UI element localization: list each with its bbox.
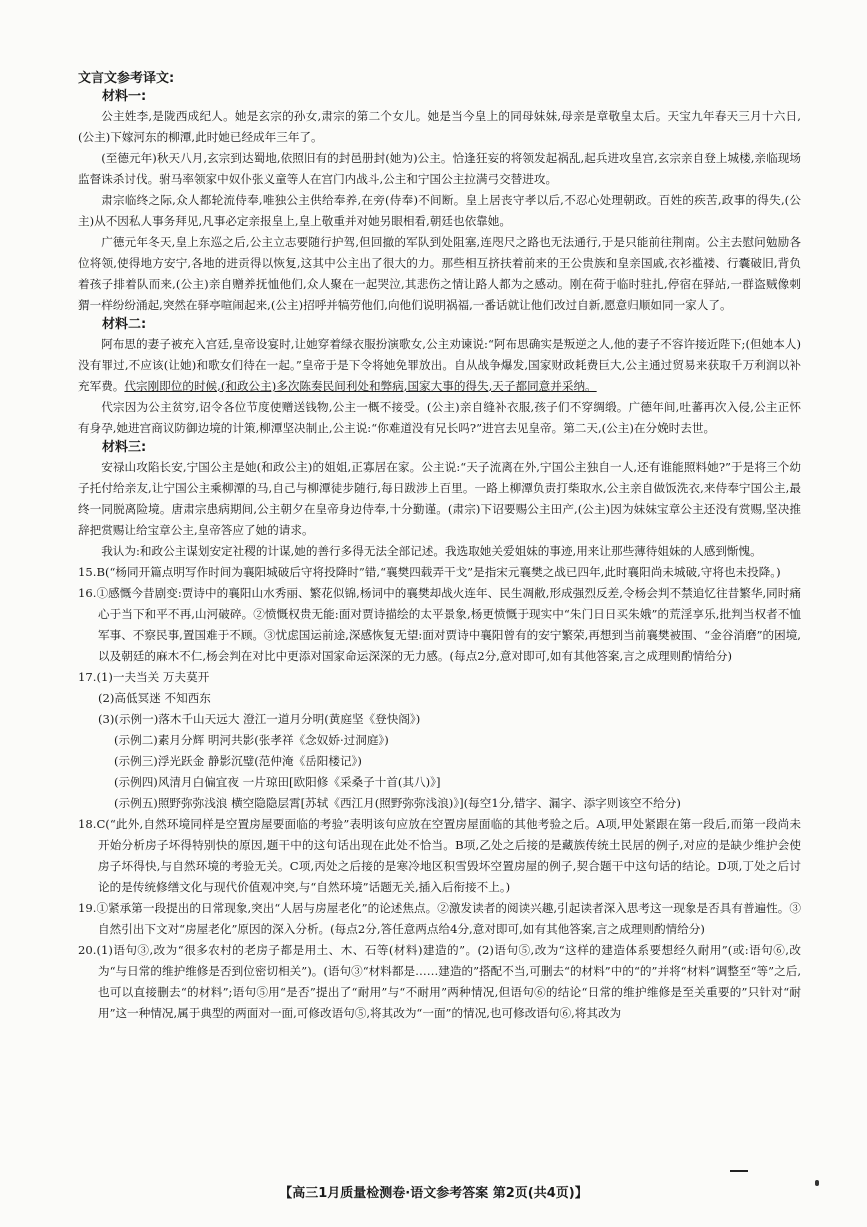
answer-17-1: (1)一夫当关 万夫莫开	[96, 670, 210, 684]
material3-title: 材料三:	[102, 440, 147, 455]
answer-18: 18.C(“此外,自然环境同样是空置房屋要面临的考验”表明该句应放在空置房屋面临的其他考验之后。A项,甲处紧跟在第一段后,而第一段尚未开始分析房子坏得特别快的原因,题干中的这句话出现在此处不恰当。B项,乙处之后接的是藏族传统土民居的例子,对应的是缺少维护会使房子坏得快,与自然环境的考验无关。C项,丙处之后接的是寒冷地区积雪毁坏空置房屋的例子,契合题干中这句话的结论。D项,丁处之后讨论的是传统修缮文化与现代价值观冲突,与“自然环境”话题无关,插入后衔接不上。)	[78, 817, 801, 894]
material1-paragraph-3: 肃宗临终之际,众人都轮流侍奉,唯独公主供给奉养,在旁(侍奉)不间断。皇上居丧守孝以后,不忍心处理朝政。百姓的疾苦,政事的得失,(公主)从不因私人事务拜见,凡事必定亲报皇上,皇上敬重并对她另眼相看,朝廷也依靠她。	[78, 193, 801, 228]
material2-paragraph-1-text: 阿布思的妻子被充入宫廷,皇帝设宴时,让她穿着绿衣服扮演歌女,公主劝谏说:“阿布思确实是叛逆之人,他的妻子不容许接近陛下;(但她本人)没有罪过,不应该(让她)和歌女们待在一起。”皇帝于是下令将她免罪放出。自从战争爆发,国家财政耗费巨大,公主通过贸易来获取千万利润以补充军费。	[78, 337, 801, 393]
answer-17-3-5: (示例五)照野弥弥浅浪 横空隐隐层霄[苏轼《西江月(照野弥弥浅浪)》](每空1分,错字、漏字、添字则该空不给分)	[114, 796, 681, 810]
answer-17	[78, 667, 801, 688]
page-content	[78, 70, 801, 1024]
material2-title: 材料二:	[102, 317, 147, 332]
answer-17-3-1: (3)(示例一)落木千山天远大 澄江一道月分明(黄庭坚《登快阁》)	[98, 712, 421, 726]
answer-16: 16.①感慨今昔剧变:贾诗中的襄阳山水秀丽、繁花似锦,杨词中的襄樊却战火连年、民生凋敝,形成强烈反差,令杨会判不禁追忆往昔繁华,同时痛心于当下和平不再,山河破碎。②愤慨权贵无能:面对贾诗描绘的太平景象,杨更愤慨于现实中“朱门日日买朱娥”的荒淫享乐,批判当权者不恤军事、不察民事,置国难于不顾。③忧虑国运前途,深感恢复无望:面对贾诗中襄阳曾有的安宁繁荣,再想到当前襄樊被围、“金谷消磨”的困境,以及朝廷的麻木不仁,杨会判在对比中更添对国家命运深深的无力感。(每点2分,意对即可,如有其他答案,言之成理则酌情给分)	[78, 586, 801, 663]
material2-paragraph-1	[78, 334, 801, 397]
answer-19: 19.①紧承第一段提出的日常现象,突出“人居与房屋老化”的论述焦点。②激发读者的阅读兴趣,引起读者深入思考这一现象是否具有普遍性。③自然引出下文对“房屋老化”原因的深入分析。(每点2分,答任意两点给4分,意对即可,如有其他答案,言之成理则酌情给分)	[78, 901, 801, 936]
material1-paragraph-1: 公主姓李,是陇西成纪人。她是玄宗的孙女,肃宗的第二个女儿。她是当今皇上的同母妹妹,母亲是章敬皇太后。天宝九年春天三月十六日,(公主)下嫁河东的柳潭,此时她已经成年三年了。	[78, 109, 801, 144]
scan-mark	[815, 1180, 819, 1186]
answer-15: 15.B(“杨同开篇点明写作时间为襄阳城破后守将投降时”错,“襄樊四载弄干戈”是指宋元襄樊之战已四年,此时襄阳尚未城破,守将也未投降。)	[78, 565, 781, 579]
material1-title: 材料一:	[102, 89, 147, 104]
answer-17-2: (2)高低冥迷 不知西东	[98, 691, 211, 705]
continuation-dash	[730, 1170, 748, 1172]
material1-paragraph-4: 广德元年冬天,皇上东巡之后,公主立志要随行护驾,但回撤的军队到处阻塞,连咫尺之路也无法通行,于是只能前往荆南。公主去慰问勉励各位将领,使得地方安宁,各地的进贡得以恢复,这其中公主出了很大的力。那些相互挤扶着前来的王公贵族和皇亲国戚,衣衫褴褛、行囊破旧,背负着孩子排着队而来,(公主)亲自赠养抚恤他们,众人聚在一起哭泣,其悲伤之情让路人都为之感动。刚在荷于临时驻扎,停宿在驿站,一群盗贼像刺猬一样纷纷涌起,突然在驿亭喧闹起来,(公主)招呼并犒劳他们,向他们说明祸福,一番话就让他们改过自新,愿意归顺如同一家人了。	[78, 235, 801, 312]
answer-20: 20.(1)语句③,改为“很多农村的老房子都是用土、木、石等(材料)建造的”。(2)语句⑤,改为“这样的建造体系要想经久耐用”(或:语句⑥,改为“与日常的维护维修是否到位密切相关”)。(语句③“材料都是……建造的”搭配不当,可删去“的材料”中的“的”并将“材料”调整至“等”之后,也可以直接删去“的材料”;语句⑤用“是否”提出了“耐用”与“不耐用”两种情况,但语句⑥的结论“日常的维护维修是至关重要的”只针对“耐用”这一种情况,属于典型的两面对一面,可修改语句⑤,将其改为“一面”的情况,也可修改语句⑥,将其改为	[78, 943, 801, 1020]
page-footer: 【高三1月质量检测卷·语文参考答案 第2页(共4页)】	[279, 1186, 588, 1201]
answer-17-3-2: (示例二)素月分辉 明河共影(张孝祥《念奴娇·过洞庭》)	[114, 733, 389, 747]
material2-paragraph-2: 代宗因为公主贫穷,诏令各位节度使赠送钱物,公主一概不接受。(公主)亲自缝补衣服,孩子们不穿绸缎。广德年间,吐蕃再次入侵,公主正怀有身孕,她进宫商议防御边境的计策,柳潭坚决制止,公主说:“你难道没有兄长吗?”进宫去见皇帝。第二天,(公主)在分娩时去世。	[78, 400, 801, 435]
material3-paragraph-1: 安禄山攻陷长安,宁国公主是她(和政公主)的姐姐,正寡居在家。公主说:“天子流离在外,宁国公主独自一人,还有谁能照料她?”于是将三个幼子托付给亲友,让宁国公主乘柳潭的马,自己与柳潭徒步随行,每日跋涉上百里。一路上柳潭负责打柴取水,公主亲自做饭洗衣,来侍奉宁国公主,最终一同脱离险境。唐肃宗患病期间,公主朝夕在皇帝身边侍奉,十分勤谨。(肃宗)下诏要赐公主田产,(公主)因为妹妹宝章公主还没有赏赐,坚决推辞把赏赐让给宝章公主,皇帝答应了她的请求。	[78, 460, 801, 537]
material2-underlined-sentence: 代宗刚即位的时候,(和政公主)多次陈奏民间利处和弊病,国家大事的得失,天子都同意并采纳。	[124, 379, 597, 393]
section-title: 文言文参考译文:	[78, 71, 175, 86]
answer-17-3-4: (示例四)风清月白偏宜夜 一片琼田[欧阳修《采桑子十首(其八)》]	[114, 775, 441, 789]
material1-paragraph-2: (至德元年)秋天八月,玄宗到达蜀地,依照旧有的封邑册封(她为)公主。恰逢狂妄的将领发起祸乱,起兵进攻皇宫,玄宗亲自登上城楼,亲临现场监督诛杀讨伐。驸马率领家中奴仆张义童等人在宫门内战斗,公主和宁国公主拉满弓交替进攻。	[78, 151, 801, 186]
material3-paragraph-2: 我认为:和政公主谋划安定社稷的计谋,她的善行多得无法全部记述。我选取她关爱姐妹的事迹,用来让那些薄待姐妹的人感到惭愧。	[101, 544, 762, 558]
answer-17-label: 17.	[78, 670, 97, 684]
answer-17-3-3: (示例三)浮光跃金 静影沉璧(范仲淹《岳阳楼记》)	[114, 754, 362, 768]
